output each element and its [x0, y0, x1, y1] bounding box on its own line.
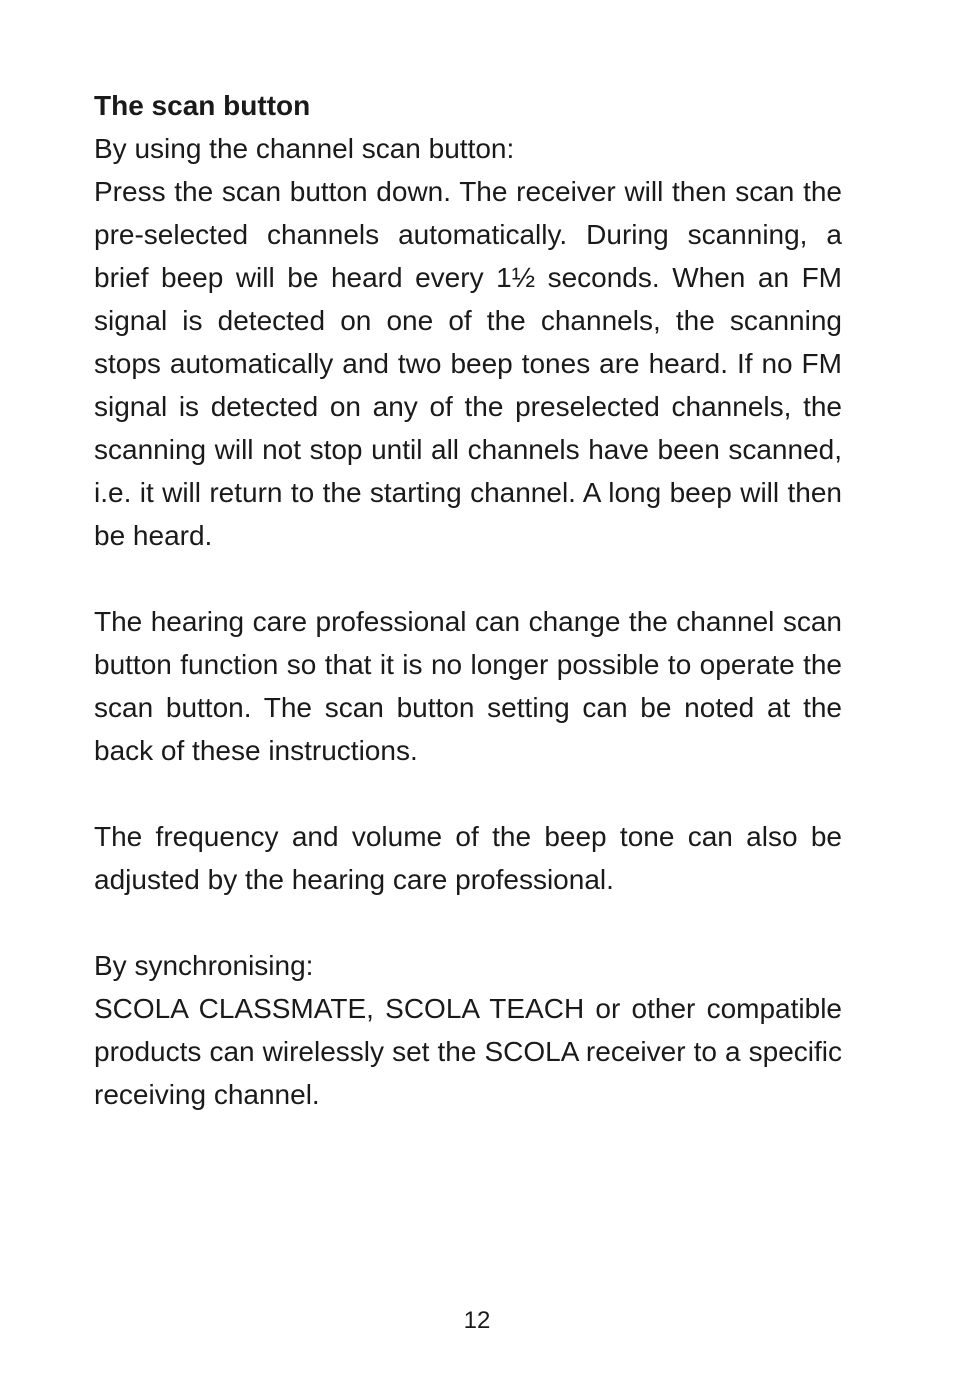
scan-intro: By using the channel scan button:	[94, 133, 515, 164]
section-heading: The scan button	[94, 90, 311, 121]
paragraph-spacer	[94, 557, 842, 600]
paragraph-spacer	[94, 901, 842, 944]
scan-instructions: Press the scan button down. The receiver will then scan the pre-selected channels automatically. During scanning, a brief beep will be heard every 1½ seconds. When an FM signal is detected on one of the channels, the scanning stops automatically and two beep tones are heard. If no FM signal is detected on any of the preselected channels, the scanning will not stop until all channels have been scanned, i.e. it will return to the starting channel. A long beep will then be heard.	[94, 176, 842, 551]
sync-intro: By synchronising:	[94, 950, 314, 981]
document-page	[94, 84, 842, 1116]
paragraph-spacer	[94, 772, 842, 815]
beep-adjust-note: The frequency and volume of the beep tone can also be adjusted by the hearing care professional.	[94, 821, 842, 895]
sync-instructions: SCOLA CLASSMATE, SCOLA TEACH or other compatible products can wirelessly set the SCOLA receiver to a specific receiving channel.	[94, 993, 842, 1110]
page-number: 12	[463, 1307, 491, 1334]
professional-change-note: The hearing care professional can change the channel scan button function so that it is no longer possible to operate the scan button. The scan button setting can be noted at the back of these instructions.	[94, 606, 842, 766]
